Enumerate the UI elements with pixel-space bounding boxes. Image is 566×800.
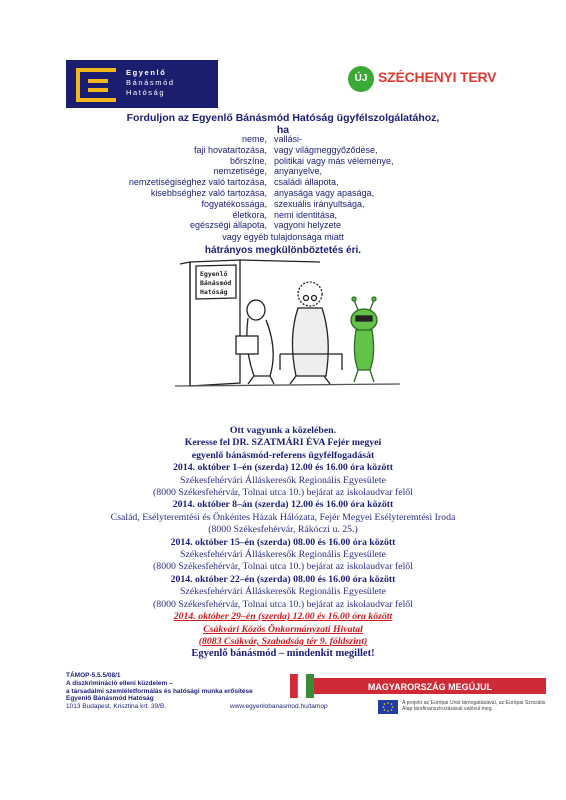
list-item: vagy világmeggyőződése, bbox=[274, 144, 378, 155]
szechenyi-logo-text: SZÉCHENYI TERV bbox=[378, 69, 497, 85]
other-line: vagy egyéb tulajdonsága miatt bbox=[222, 232, 344, 242]
list-item: vallási- bbox=[274, 134, 303, 144]
ebh-logo-text: Egyenlő Bánásmód Hatóság bbox=[126, 68, 175, 97]
list-item: politikai vagy más véleménye, bbox=[274, 155, 394, 166]
date-3: 2014. október 15–én (szerda) 08.00 és 16.00 óra között bbox=[170, 536, 396, 548]
eu-funding-text: A projekt az Európai Unió támogatásával, az Európai Szociális Alap társfinanszírozásával valósul meg. bbox=[402, 700, 546, 713]
list-item: családi állapota, bbox=[274, 177, 339, 188]
door-sign-text-1: Egyenlő bbox=[200, 270, 228, 278]
door-sign-text-3: Hatóság bbox=[200, 288, 228, 296]
list-item: fogyatékossága, bbox=[201, 198, 267, 209]
place-4: Székesfehérvári Álláskeresők Regionális Egyesülete bbox=[180, 586, 386, 598]
date-5: 2014. október 29–én (szerda) 12.00 és 16.00 óra között bbox=[173, 611, 393, 623]
date-1: 2014. október 1–én (szerda) 12.00 és 16.00 óra között bbox=[173, 462, 393, 474]
list-item: szexuális irányultsága, bbox=[274, 198, 365, 209]
list-item: egészségi állapota, bbox=[189, 220, 267, 231]
list-item: faji hovatartozása, bbox=[193, 144, 267, 155]
list-item: nemzetiségiséghez való tartozása, bbox=[128, 177, 267, 188]
list-item: életkora, bbox=[232, 209, 267, 220]
list-item: kisebbséghez való tartozása, bbox=[150, 187, 267, 198]
schedule-section bbox=[20, 425, 546, 661]
grounds-right-list bbox=[274, 134, 474, 231]
mm-text: MAGYARORSZÁG MEGÚJUL bbox=[367, 682, 493, 692]
place-2: Család, Esélyteremtési és Önkéntes Házak Hálózata, Fejér Megyei Esélyteremtési Iroda bbox=[110, 511, 456, 523]
near-line: Ott vagyunk a közelében. bbox=[229, 425, 337, 436]
address-4: (8000 Székesfehérvár, Tolnai utca 10.) bejárat az iskolaudvar felől bbox=[153, 598, 413, 610]
grounds-left-list bbox=[110, 134, 267, 231]
list-item: bőrszíne, bbox=[229, 155, 267, 166]
list-item: anyanyelve, bbox=[274, 166, 323, 177]
door-sign-text-2: Bánásmód bbox=[200, 279, 232, 287]
szechenyi-logo-icon: ÚJ bbox=[348, 66, 374, 92]
contact-line-2: egyenlő bánásmód-referens ügyfélfogadását bbox=[191, 449, 375, 461]
footer-info: TÁMOP-5.5.5/08/1 A diszkrimináció elleni küzdelem – a társadalmi szemléletformálás és hatósági munka erősítése Egyenlő Bánásmód Hatóság 1013 Budapest, Krisztina krt. 39/B. bbox=[66, 672, 253, 711]
cartoon-illustration bbox=[170, 258, 410, 418]
list-item: nemi identitása, bbox=[274, 209, 338, 220]
eu-flag-icon bbox=[378, 700, 398, 714]
place-1: Székesfehérvári Álláskeresők Regionális Egyesülete bbox=[180, 474, 386, 486]
magyarorszag-megujul-banner bbox=[290, 674, 546, 698]
address-5: (8083 Csákvár, Szabadság tér 9. földszint) bbox=[198, 635, 368, 647]
address-2: (8000 Székesfehérvár, Rákóczi u. 25.) bbox=[208, 524, 358, 536]
list-item: anyasága vagy apasága, bbox=[274, 187, 375, 198]
date-2: 2014. október 8–án (szerda) 12.00 és 16.00 óra között bbox=[172, 499, 394, 511]
intro-heading: Forduljon az Egyenlő Bánásmód Hatóság ügyfélszolgálatához, ha bbox=[126, 112, 440, 136]
address-3: (8000 Székesfehérvár, Tolnai utca 10.) bejárat az iskolaudvar felől bbox=[153, 561, 413, 573]
disadvantage-line: hátrányos megkülönböztetés éri. bbox=[204, 245, 362, 256]
address-1: (8000 Székesfehérvár, Tolnai utca 10.) bejárat az iskolaudvar felől bbox=[153, 487, 413, 499]
place-5: Csákvári Közös Önkormányzati Hivatal bbox=[203, 623, 363, 635]
list-item: nemzetisége, bbox=[213, 166, 267, 177]
date-4: 2014. október 22–én (szerda) 08.00 és 16.00 óra között bbox=[170, 573, 396, 585]
slogan: Egyenlő bánásmód – mindenkit megillet! bbox=[191, 648, 375, 660]
list-item: vagyoni helyzete bbox=[274, 220, 342, 231]
list-item: neme, bbox=[241, 134, 267, 144]
contact-line-1: Keresse fel DR. SZATMÁRI ÉVA Fejér megyei bbox=[184, 437, 382, 449]
place-3: Székesfehérvári Álláskeresők Regionális Egyesülete bbox=[180, 549, 386, 561]
footer-url[interactable]: www.egyenlobanasmod.hu/tamop bbox=[230, 703, 328, 710]
ebh-logo-mark bbox=[76, 68, 116, 102]
